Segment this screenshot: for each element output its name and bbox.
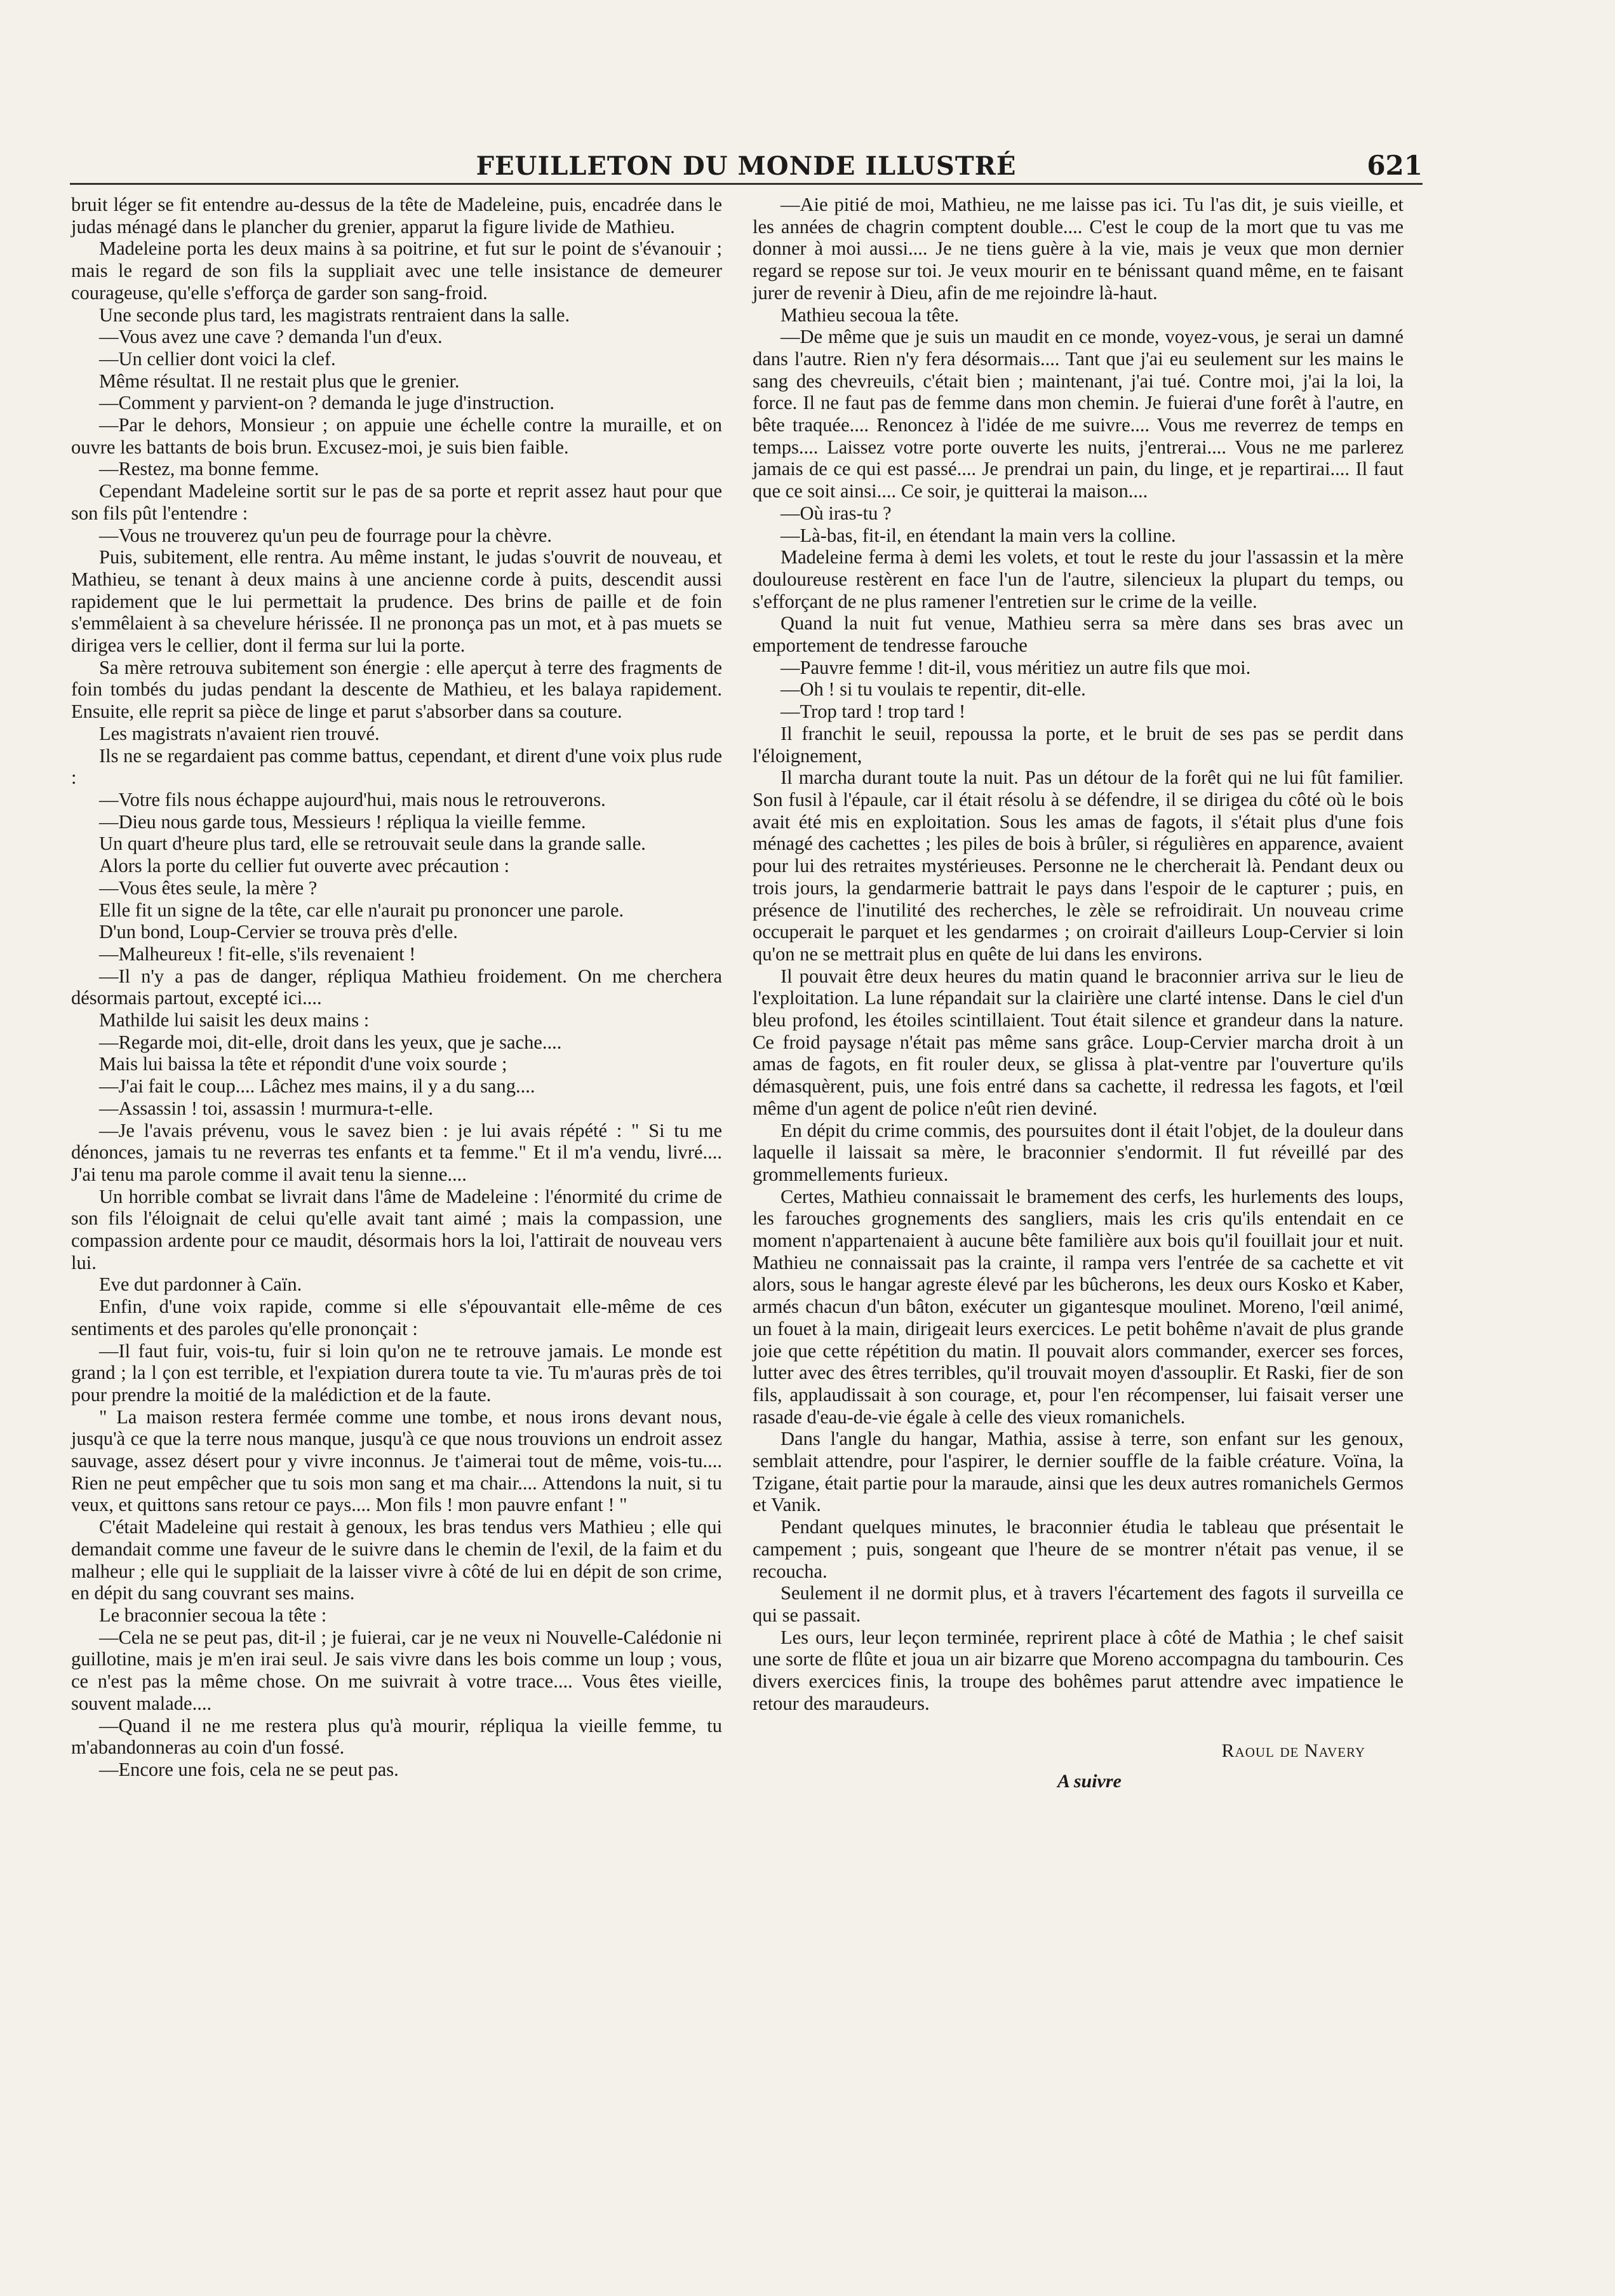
to-be-continued: A suivre — [1057, 1771, 1122, 1792]
paragraph: —Assassin ! toi, assassin ! murmura-t-elle. — [99, 1097, 434, 1119]
paragraph: —Restez, ma bonne femme. — [99, 458, 319, 480]
paragraph: Eve dut pardonner à Caïn. — [99, 1273, 302, 1296]
paragraph: —Vous ne trouverez qu'un peu de fourrage pour la chèvre. — [99, 524, 552, 546]
paragraph: —Votre fils nous échappe aujourd'hui, mais nous le retrouverons. — [99, 788, 606, 810]
paragraph: Sa mère retrouva subitement son énergie : elle aperçut à terre des fragments de foin tombés du judas pendant la descente de Mathieu, et les balaya rapidement. Ensuite, elle reprit sa pièce de linge et parut s'absorber dans sa couture. — [71, 656, 722, 723]
right-column — [753, 194, 1404, 1793]
paragraph: Une seconde plus tard, les magistrats rentraient dans la salle. — [99, 304, 570, 326]
author-signature: Raoul de Navery — [1221, 1740, 1365, 1761]
paragraph: Mathilde lui saisit les deux mains : — [99, 1009, 370, 1031]
paragraph: Le braconnier secoua la tête : — [99, 1604, 327, 1626]
paragraph: —De même que je suis un maudit en ce monde, voyez-vous, je serai un damné dans l'autre. Rien n'y fera désormais.... Tant que j'ai eu seulement sur les mains le sang des chevreuils, c'était bien ; maintenant, j'ai tué. Contre moi, j'ai la loi, la force. Il ne faut pas de femme dans mon chemin. Je fuierai d'une forêt à l'autre, en bête traquée.... Renoncez à l'idée de me suivre.... Vous me reverrez de temps en temps.... Laissez votre porte ouverte les nuits, j'entrerai.... Vous ne me parlerez jamais de ce qui est passé.... Je prendrai un pain, du linge, et je repartirai.... Il faut que ce soit ainsi.... Ce soir, je quitterai la maison.... — [753, 326, 1404, 502]
paragraph: Mais lui baissa la tête et répondit d'une voix sourde ; — [99, 1053, 507, 1075]
header-rule — [70, 183, 1423, 185]
paragraph: —Pauvre femme ! dit-il, vous méritiez un autre fils que moi. — [781, 656, 1251, 678]
paragraph: Puis, subitement, elle rentra. Au même instant, le judas s'ouvrit de nouveau, et Mathieu, se tenant à deux mains à une ancienne corde à puits, descendit aussi rapidement que le lui permettait la prudence. Des brins de paille et de foin s'emmêlaient à sa chevelure hérissée. Il ne prononça pas un mot, et à pas muets se dirigea vers le cellier, dont il ferma sur lui la porte. — [71, 546, 722, 657]
paragraph: Dans l'angle du hangar, Mathia, assise à terre, son enfant sur les genoux, semblait attendre, pour l'aspirer, le dernier souffle de la faible créature. Voïna, la Tzigane, était partie pour la maraude, ainsi que les deux autres romanichels Germos et Vanik. — [753, 1428, 1404, 1516]
paragraph: Elle fit un signe de la tête, car elle n'aurait pu prononcer une parole. — [99, 899, 624, 921]
paragraph: —Il n'y a pas de danger, répliqua Mathieu froidement. On me cherchera désormais partout, excepté ici.... — [71, 965, 722, 1009]
paragraph: —Trop tard ! trop tard ! — [781, 701, 966, 723]
paragraph: Enfin, d'une voix rapide, comme si elle s'épouvantait elle-même de ces sentiments et des paroles qu'elle prononçait : — [71, 1296, 722, 1339]
paragraph: bruit léger se fit entendre au-dessus de la tête de Madeleine, puis, encadrée dans le judas ménagé dans le plancher du grenier, apparut la figure livide de Mathieu. — [71, 194, 722, 238]
paragraph: Un quart d'heure plus tard, elle se retrouvait seule dans la grande salle. — [99, 833, 646, 855]
paragraph: Seulement il ne dormit plus, et à travers l'écartement des fagots il surveilla ce qui se passait. — [753, 1582, 1404, 1626]
paragraph: D'un bond, Loup-Cervier se trouva près d'elle. — [99, 921, 458, 943]
paragraph: " La maison restera fermée comme une tombe, et nous irons devant nous, jusqu'à ce que la terre nous manque, jusqu'à ce que nous trouvions un endroit assez sauvage, assez désert pour y vivre inconnus. Je t'aimerai tout de même, vois-tu.... Rien ne peut empêcher que tu sois mon sang et ma chair.... Attendons la nuit, si tu veux, et quittons sans retour ce pays.... Mon fils ! mon pauvre enfant ! " — [71, 1406, 722, 1516]
paragraph: —Dieu nous garde tous, Messieurs ! répliqua la vieille femme. — [99, 810, 586, 833]
paragraph: —Je l'avais prévenu, vous le savez bien : je lui avais répété : " Si tu me dénonces, jamais tu ne reverras tes enfants et ta femme." Et il m'a vendu, livré.... J'ai tenu ma parole comme il avait tenu la sienne.... — [71, 1119, 722, 1185]
paragraph: —Vous êtes seule, la mère ? — [99, 876, 318, 899]
paragraph: Il pouvait être deux heures du matin quand le braconnier arriva sur le lieu de l'exploitation. La lune répandait sur la clairière une clarté intense. Dans le ciel d'un bleu profond, les étoiles scintillaient. Tout était silence et grandeur dans la nature. Ce froid paysage n'était pas même sans grâce. Loup-Cervier marcha droit à un amas de fagots, en fit rouler deux, se glissa à plat-ventre par l'ouverture qu'ils démasquèrent, puis, une fois entré dans sa cachette, il redressa les fagots, et l'œil même d'un agent de police n'eût rien deviné. — [753, 965, 1404, 1119]
page-number: 621 — [1367, 150, 1423, 181]
paragraph: —Aie pitié de moi, Mathieu, ne me laisse pas ici. Tu l'as dit, je suis vieille, et les années de chagrin comptent double.... C'est le coup de la mort que tu vas me donner à moi aussi.... Je ne tiens guère à la vie, mais je veux que mon dernier regard se repose sur toi. Je veux mourir en te bénissant quand même, en te faisant jurer de revenir à Dieu, afin de me rejoindre là-haut. — [753, 194, 1404, 304]
paragraph: En dépit du crime commis, des poursuites dont il était l'objet, de la douleur dans laquelle il laissait sa mère, le braconnier s'endormit. Il fut réveillé par des grommellements furieux. — [753, 1119, 1404, 1185]
page-header — [70, 138, 1423, 183]
paragraph: —Par le dehors, Monsieur ; on appuie une échelle contre la muraille, et on ouvre les battants de bois brun. Excusez-moi, je suis bien faible. — [71, 414, 722, 458]
paragraph: Mathieu secoua la tête. — [781, 304, 960, 326]
paragraph: —Un cellier dont voici la clef. — [99, 347, 336, 370]
left-column — [71, 194, 722, 1781]
paragraph: Madeleine ferma à demi les volets, et tout le reste du jour l'assassin et la mère douloureuse restèrent en face l'un de l'autre, silencieux la plupart du temps, ou s'efforçant de ne plus ramener l'entretien sur le crime de la veille. — [753, 546, 1404, 612]
right-column-paragraphs — [753, 194, 1404, 1715]
paragraph: Madeleine porta les deux mains à sa poitrine, et fut sur le point de s'évanouir ; mais le regard de son fils la suppliait avec une telle insistance de demeurer courageuse, qu'elle s'efforça de garder son sang-froid. — [71, 238, 722, 304]
paragraph: Quand la nuit fut venue, Mathieu serra sa mère dans ses bras avec un emportement de tendresse farouche — [753, 612, 1404, 657]
paragraph: —Oh ! si tu voulais te repentir, dit-elle. — [781, 678, 1086, 701]
paragraph: Les magistrats n'avaient rien trouvé. — [99, 722, 380, 744]
paragraph: —Où iras-tu ? — [781, 502, 892, 524]
paragraph: Il franchit le seuil, repoussa la porte, et le bruit de ses pas se perdit dans l'éloignement, — [753, 722, 1404, 767]
paragraph: —Comment y parvient-on ? demanda le juge d'instruction. — [99, 392, 554, 414]
paragraph: Un horrible combat se livrait dans l'âme de Madeleine : l'énormité du crime de son fils l'éloignait de celui qu'elle avait tant aimé ; mais la compassion, une compassion ardente pour ce maudit, désormais hors la loi, l'attirait de nouveau vers lui. — [71, 1185, 722, 1273]
paragraph: Il marcha durant toute la nuit. Pas un détour de la forêt qui ne lui fût familier. Son fusil à l'épaule, car il était résolu à se défendre, il se dirigea du côté où le bois avait été mis en exploitation. Sous les amas de fagots, il s'était plus d'une fois ménagé des cachettes ; les piles de bois à brûler, si régulières en apparence, avaient pour lui des retraites mystérieuses. Personne ne le chercherait là. Pendant deux ou trois jours, la gendarmerie battrait le pays dans l'espoir de le capturer ; puis, en présence de l'inutilité des recherches, le zèle se refroidirait. Un nouveau crime occuperait le parquet et les gendarmes ; on croirait d'ailleurs Loup-Cervier si loin qu'on ne se mettrait plus en quête de lui dans les environs. — [753, 767, 1404, 965]
paragraph: Pendant quelques minutes, le braconnier étudia le tableau que présentait le campement ; puis, songeant que l'heure de se montrer n'était pas venue, il se recoucha. — [753, 1516, 1404, 1582]
paragraph: —Malheureux ! fit-elle, s'ils revenaient ! — [99, 943, 416, 965]
paragraph: —Il faut fuir, vois-tu, fuir si loin qu'on ne te retrouve jamais. Le monde est grand ; la l çon est terrible, et l'expiation durera toute ta vie. Tu m'auras près de toi pour prendre la moitié de la malédiction et de la faute. — [71, 1339, 722, 1406]
paragraph: —Vous avez une cave ? demanda l'un d'eux. — [99, 326, 443, 348]
paragraph: C'était Madeleine qui restait à genoux, les bras tendus vers Mathieu ; elle qui demandait comme une faveur de le suivre dans le chemin de l'exil, de la faim et du malheur ; elle qui le suppliait de la laisser vivre à côté de lui en dépit de son crime, en dépit du sang couvrant ses mains. — [71, 1516, 722, 1604]
paragraph: Certes, Mathieu connaissait le bramement des cerfs, les hurlements des loups, les farouches grognements des sangliers, mais les cris qu'ils entendait en ce moment n'appartenaient à aucune bête familière aux bois qu'il fouillait jour et nuit. Mathieu ne connaissait pas la crainte, il rampa vers l'entrée de sa cachette et vit alors, sous le hangar agreste élevé par les bûcherons, les deux ours Kosko et Kaber, armés chacun d'un bâton, exécuter un gigantesque moulinet. Moreno, l'œil animé, un fouet à la main, dirigeait leurs exercices. Le petit bohême n'avait de plus grande joie que cette répétition du matin. Il pouvait alors commander, exercer ses forces, lutter avec des êtres terribles, qu'il trouvait moyen d'assouplir. Et Raski, fier de son fils, applaudissait à son courage, et, pour l'en récompenser, lui faisait verser une rasade d'eau-de-vie égale à celle des vieux romanichels. — [753, 1185, 1404, 1428]
paragraph: Cependant Madeleine sortit sur le pas de sa porte et reprit assez haut pour que son fils pût l'entendre : — [71, 480, 722, 524]
paragraph: Les ours, leur leçon terminée, reprirent place à côté de Mathia ; le chef saisit une sorte de flûte et joua un air bizarre que Moreno accompagna du tambourin. Ces divers exercices finis, la troupe des bohêmes parut attendre avec impatience le retour des maraudeurs. — [753, 1626, 1404, 1714]
paragraph: Même résultat. Il ne restait plus que le grenier. — [99, 370, 460, 392]
paragraph: —Cela ne se peut pas, dit-il ; je fuierai, car je ne veux ni Nouvelle-Calédonie ni guillotine, mais je m'en irai seul. Je sais vivre dans les bois comme un loup ; vous, ce n'est pas la même chose. On me suivrait à votre trace.... Vous êtes vieille, souvent malade.... — [71, 1626, 722, 1714]
paragraph: —Là-bas, fit-il, en étendant la main vers la colline. — [781, 524, 1176, 546]
paragraph: —J'ai fait le coup.... Lâchez mes mains, il y a du sang.... — [99, 1075, 535, 1098]
paragraph: —Regarde moi, dit-elle, droit dans les yeux, que je sache.... — [99, 1031, 562, 1053]
paragraph: Alors la porte du cellier fut ouverte avec précaution : — [99, 855, 510, 877]
paragraph: —Quand il ne me restera plus qu'à mourir, répliqua la vieille femme, tu m'abandonneras au coin d'un fossé. — [71, 1714, 722, 1759]
paragraph: Ils ne se regardaient pas comme battus, cependant, et dirent d'une voix plus rude : — [71, 744, 722, 789]
header-title: FEUILLETON DU MONDE ILLUSTRÉ — [476, 151, 1017, 181]
paragraph: —Encore une fois, cela ne se peut pas. — [99, 1758, 399, 1780]
